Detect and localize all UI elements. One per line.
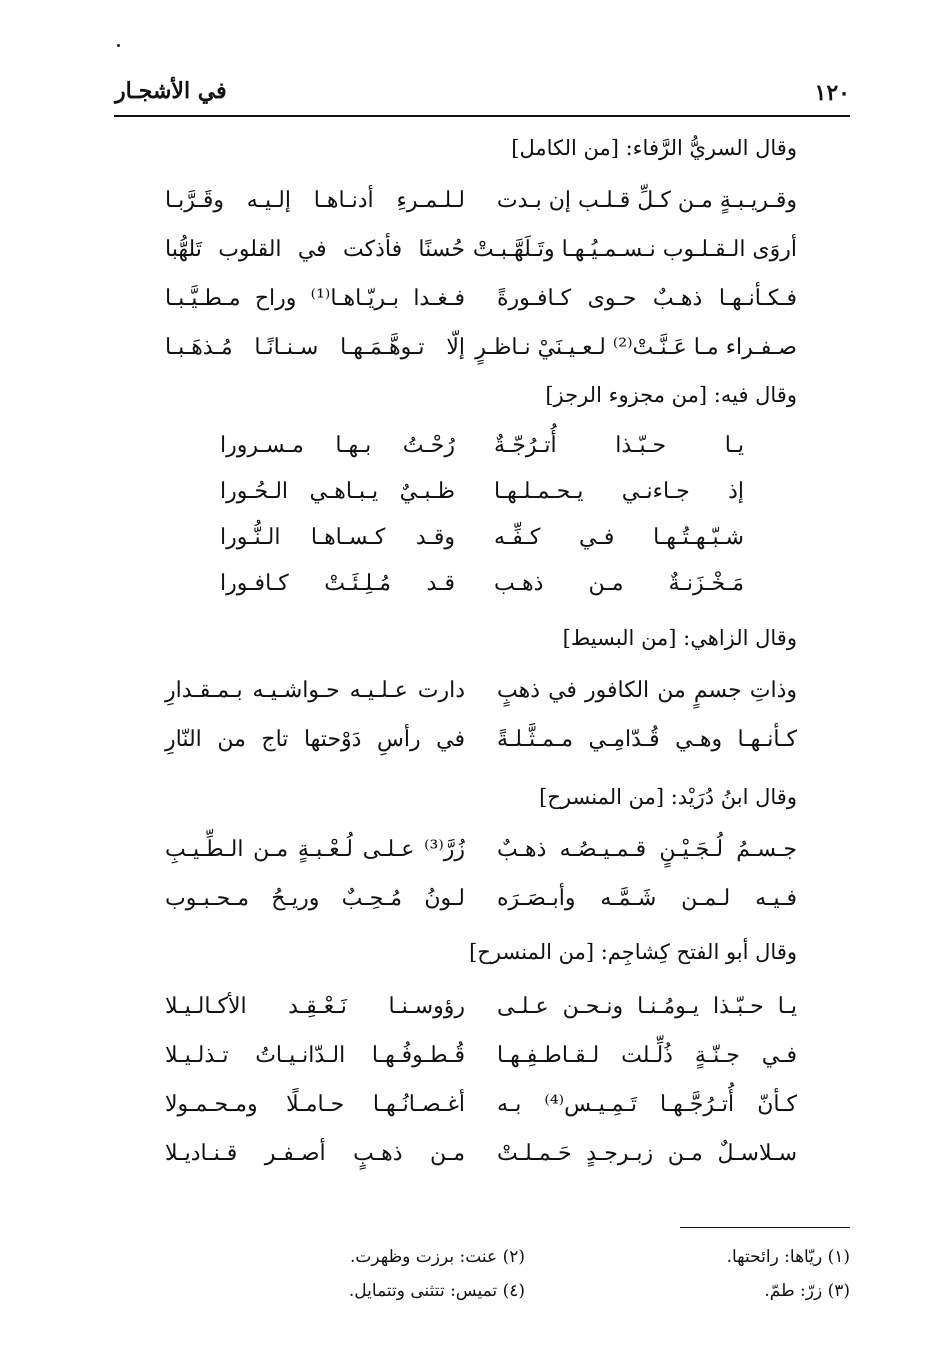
verse-first-half: وذاتِ جسمٍ من الكافور في ذهبٍ (497, 678, 797, 703)
verse (165, 323, 797, 372)
footnote-row (200, 1274, 850, 1308)
verse-second-half: وقـد كـسـاهـا الـنُّـورا (220, 524, 455, 550)
margin-dot (117, 44, 120, 47)
verse-second-half: زُرَّ⁽³⁾ عـلـى لُـعْـبـةٍ مـن الـطِّـيـبِ (165, 837, 465, 862)
poem-block (165, 982, 797, 1178)
section-intro: وقال فيه: [من مجزوء الرجز] (545, 383, 797, 407)
verse-first-half: إذ جـاءنـي يـحـمـلـهـا (494, 478, 744, 504)
verse-first-half: كـأنـهـا وهـي قُـدّامِـي مـمـثَّـلـةً (497, 727, 797, 752)
running-title: في الأشجـار (115, 78, 227, 104)
verse (165, 874, 797, 923)
verse (165, 274, 797, 323)
verse-first-half: مَـخْـزَنـةٌ مـن ذهـب (494, 570, 744, 596)
verse-second-half: لـونُ مُـحِـبٌ وريـحُ مـحـبـوب (165, 886, 465, 911)
verse-second-half: دارت عـلـيـه حـواشـيـه بـمـقـدارِ (165, 678, 465, 703)
verse-second-half: فـغـدا بـريّـاهـا⁽¹⁾ وراح مـطـيَّـبـا (165, 286, 465, 311)
poem-block (165, 825, 797, 923)
poem-block (165, 666, 797, 764)
verse-second-half: رُحْـتُ بـهـا مـسـرورا (220, 432, 455, 458)
verse (165, 1031, 797, 1080)
footnote-row (200, 1240, 850, 1274)
verse-second-half: حُسنًا فأذكت في القلوب تَلهُّبا (165, 237, 465, 262)
verse (165, 666, 797, 715)
verse-first-half: فـكـأنـهـا ذهـبٌ حـوى كـافـورةً (497, 286, 797, 311)
verse (220, 560, 744, 606)
verse-first-half: سـلاسـلٌ مـن زبـرجـدٍ حَـمـلـتْ (497, 1141, 797, 1166)
footnote-rule (680, 1227, 850, 1228)
verse-second-half: رؤوسـنـا نَـعْـقِـد الأكـالـيـلا (165, 994, 465, 1019)
verse (220, 468, 744, 514)
verse-second-half: أغـصـانُـهـا حـامـلًا ومـحـمـولا (165, 1092, 465, 1117)
footnote: (٢) عنت: برزت وظهرت. (349, 1247, 525, 1267)
footnote: (٣) زرّ: طمّ. (764, 1281, 850, 1301)
verse (165, 825, 797, 874)
page-number: ١٢٠ (814, 80, 850, 106)
verse (220, 514, 744, 560)
verse (220, 422, 744, 468)
verse (165, 225, 797, 274)
verse (165, 1080, 797, 1129)
section-intro: وقال الزاهي: [من البسيط] (562, 626, 797, 650)
verse-second-half: لـلـمـرءِ أدنـاهـا إلـيـه وقَـرَّبـا (165, 188, 465, 213)
verse-second-half: مـن ذهـبٍ أصـفـر قـنـاديـلا (165, 1141, 465, 1166)
verse-first-half: كـأنّ أُتـرُجَّـهـا تَـمِـيـس⁽⁴⁾ بـه (497, 1092, 798, 1117)
section-intro: وقال ابنُ دُرَيْد: [من المنسرح] (539, 785, 797, 809)
poem-block (220, 422, 744, 606)
verse (165, 176, 797, 225)
verse-second-half: قـد مُـلِـئَـتْ كـافـورا (220, 570, 455, 596)
verse-second-half: ظـبـيٌ يـبـاهـي الـحُـورا (220, 478, 455, 504)
verse-first-half: أروَى الـقـلـوب نـسـمـيُـهـا وتَـلَهَّـبـتْ (472, 237, 797, 262)
verse-first-half: صـفـراء مـا عَـنَّـتْ⁽²⁾ لـعـيـنَيْ نـاظـرٍ (475, 335, 797, 360)
verse-first-half: يـا حـبّـذا أُتـرُجّـةٌ (494, 432, 744, 458)
verse (165, 1129, 797, 1178)
header-rule (114, 115, 850, 117)
verse (165, 715, 797, 764)
section-intro: وقال أبو الفتح كِشاجِم: [من المنسرح] (469, 940, 797, 964)
footnotes (200, 1240, 850, 1308)
poem-block (165, 176, 797, 372)
verse-first-half: يـا حـبّـذا يـومُـنـا ونـحـن عـلـى (497, 994, 797, 1019)
verse-first-half: وقـريـبـةٍ مـن كـلِّ قـلـب إن بـدت (496, 188, 797, 213)
footnote: (١) ريّاها: رائحتها. (726, 1247, 850, 1267)
verse-second-half: في رأسِ دَوْحتها تاج من النّارِ (165, 727, 465, 752)
verse-first-half: شـبّـهـتُـهـا فـي كـفِّـه (494, 524, 744, 550)
verse (165, 982, 797, 1031)
verse-first-half: فـي جـنّـةٍ ذُلِّـلت لـقـاطـفِـهـا (497, 1043, 797, 1068)
verse-second-half: قُـطـوفُـهـا الـدّانـيـاتُ تـذلـيـلا (165, 1043, 465, 1068)
footnote: (٤) تميس: تتثنى وتتمايل. (348, 1281, 525, 1301)
section-intro: وقال السريُّ الرَّفاء: [من الكامل] (511, 136, 797, 160)
verse-second-half: إلّا تـوهَّـمَـهـا سـنـانًـا مُـذهَـبـا (165, 335, 465, 360)
verse-first-half: جـسـمُ لُـجَـيْـنٍ قـمـيـصُـه ذهـبٌ (497, 837, 797, 862)
verse-first-half: فـيـه لـمـن شَـمَّـه وأبـصَـرَه (497, 886, 797, 911)
